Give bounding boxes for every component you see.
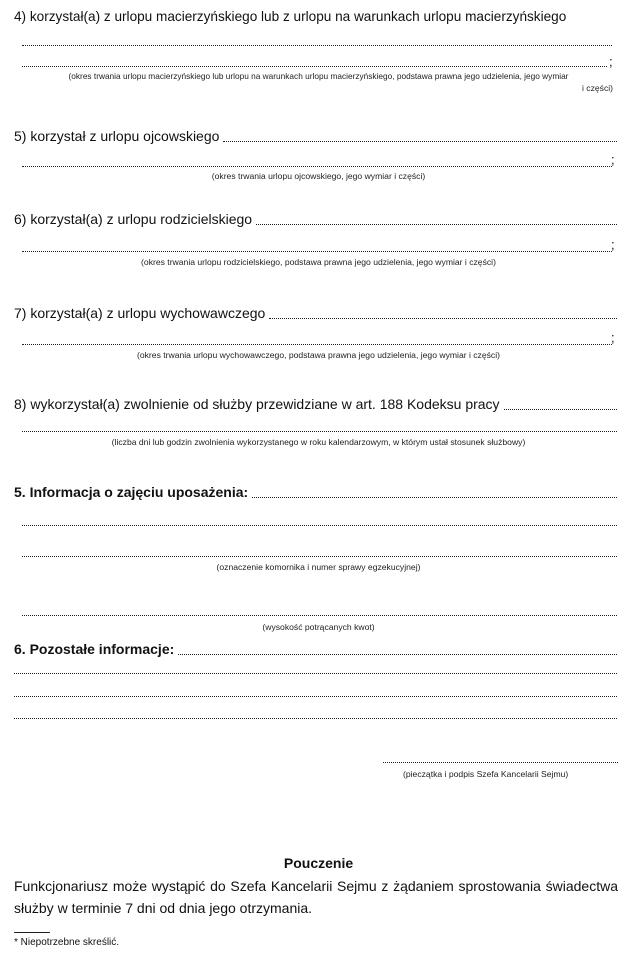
- section6-field-line-3[interactable]: [14, 696, 617, 697]
- section6-label: 6. Pozostałe informacje:: [14, 641, 175, 657]
- footnote-separator: [14, 932, 50, 933]
- item4-label: 4) korzystał(a) z urlopu macierzyńskiego lub z urlopu na warunkach urlopu macierzyńskiego: [14, 9, 567, 24]
- item5-field-line-2[interactable]: [22, 166, 612, 167]
- notice-text: Funkcjonariusz może wystąpić do Szefa Kancelarii Sejmu z żądaniem sprostowania świadectwa służby w terminie 7 dni od dnia jego otrzymania.: [14, 878, 618, 916]
- item5-caption: (okres trwania urlopu ojcowskiego, jego wymiar i części): [211, 171, 426, 181]
- section5-amount-line[interactable]: [22, 615, 617, 616]
- notice-title: Pouczenie: [283, 855, 354, 871]
- section5-field-line-3[interactable]: [22, 556, 617, 557]
- item4-caption-cont: i części): [582, 83, 614, 93]
- item5-label: 5) korzystał z urlopu ojcowskiego: [14, 128, 220, 144]
- item6-label: 6) korzystał(a) z urlopu rodzicielskiego: [14, 211, 253, 227]
- section5-caption-bailiff: (oznaczenie komornika i numer sprawy egzekucyjnej): [216, 562, 421, 572]
- item5-semicolon: ;: [611, 152, 615, 167]
- item8-field[interactable]: [504, 409, 617, 410]
- item6-field-line-2[interactable]: [22, 251, 612, 252]
- item4-field-line-2[interactable]: [22, 66, 607, 67]
- item8-caption: (liczba dni lub godzin zwolnienia wykorzystanego w roku kalendarzowym, w którym ustał stosunek służbowy): [111, 437, 526, 447]
- item8-row: [14, 393, 617, 413]
- footnote-text: * Niepotrzebne skreślić.: [14, 937, 120, 948]
- item7-row: [14, 302, 617, 322]
- section5-field[interactable]: [252, 497, 617, 498]
- item6-semicolon: ;: [611, 237, 615, 252]
- item7-semicolon: ;: [611, 330, 615, 345]
- section5-caption-amount: (wysokość potrącanych kwot): [262, 622, 375, 632]
- item8-label: 8) wykorzystał(a) zwolnienie od służby przewidziane w art. 188 Kodeksu pracy: [14, 396, 500, 412]
- item5-field[interactable]: [223, 141, 617, 142]
- item7-field[interactable]: [269, 318, 617, 319]
- item4-field-line-1[interactable]: [22, 45, 612, 46]
- item7-label: 7) korzystał(a) z urlopu wychowawczego: [14, 305, 266, 321]
- section6-field-line-2[interactable]: [14, 673, 617, 674]
- item6-caption: (okres trwania urlopu rodzicielskiego, podstawa prawna jego udzielenia, jego wymiar i części): [141, 257, 496, 267]
- section5-field-line-2[interactable]: [22, 525, 617, 526]
- section6-field[interactable]: [178, 654, 617, 655]
- item5-row: [14, 125, 617, 145]
- item4-caption: (okres trwania urlopu macierzyńskiego lub urlopu na warunkach urlopu macierzyńskiego, podstawa prawna jego udzielenia, jego wymiar: [68, 71, 569, 81]
- item8-field-line-2[interactable]: [22, 431, 617, 432]
- signature-line[interactable]: [383, 762, 618, 763]
- section6-row: [14, 638, 617, 658]
- section5-label: 5. Informacja o zajęciu uposażenia:: [14, 484, 249, 500]
- item7-field-line-2[interactable]: [22, 344, 612, 345]
- signature-caption: (pieczątka i podpis Szefa Kancelarii Sejmu): [403, 769, 569, 779]
- item4-semicolon: ;: [609, 54, 613, 69]
- item7-caption: (okres trwania urlopu wychowawczego, podstawa prawna jego udzielenia, jego wymiar i części): [136, 350, 501, 360]
- section6-field-line-4[interactable]: [14, 718, 617, 719]
- item6-row: [14, 208, 617, 228]
- item6-field[interactable]: [256, 224, 617, 225]
- section5-row: [14, 481, 617, 501]
